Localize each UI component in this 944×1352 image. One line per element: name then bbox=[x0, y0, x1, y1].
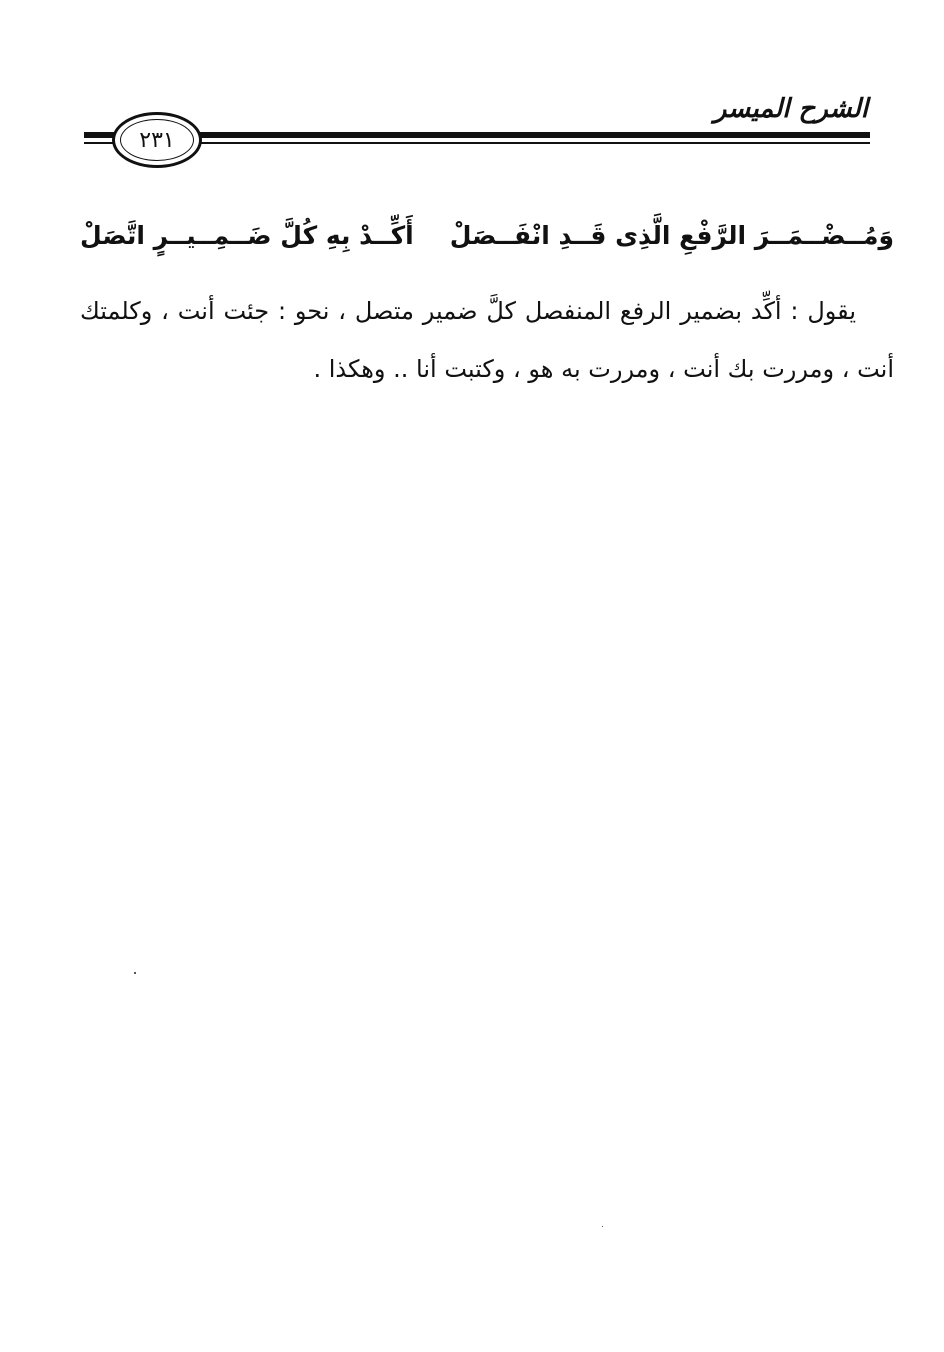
scan-speck bbox=[602, 1226, 603, 1227]
running-title: الشرح الميسر bbox=[713, 94, 868, 124]
scan-speck bbox=[134, 972, 136, 974]
verse-first-hemistich: وَمُــضْــمَــرَ الرَّفْعِ الَّذِى قَــدِ انْفَــصَلْ bbox=[449, 220, 894, 250]
verse-line bbox=[80, 210, 894, 260]
verse-second-hemistich: أَكِّــدْ بِهِ كُلَّ ضَــمِــيــرٍ اتَّصَلْ bbox=[80, 220, 414, 250]
header-rule-thin bbox=[84, 142, 870, 144]
page-number-frame bbox=[112, 112, 202, 168]
commentary bbox=[80, 282, 894, 398]
commentary-paragraph: يقول : أكِّد بضمير الرفع المنفصل كلَّ ضمير متصل ، نحو : جئت أنت ، وكلمتك أنت ، ومررت بك أنت ، ومررت به هو ، وكتبت أنا .. وهكذا . bbox=[80, 297, 894, 383]
page-number: ٢٣١ bbox=[120, 119, 194, 161]
